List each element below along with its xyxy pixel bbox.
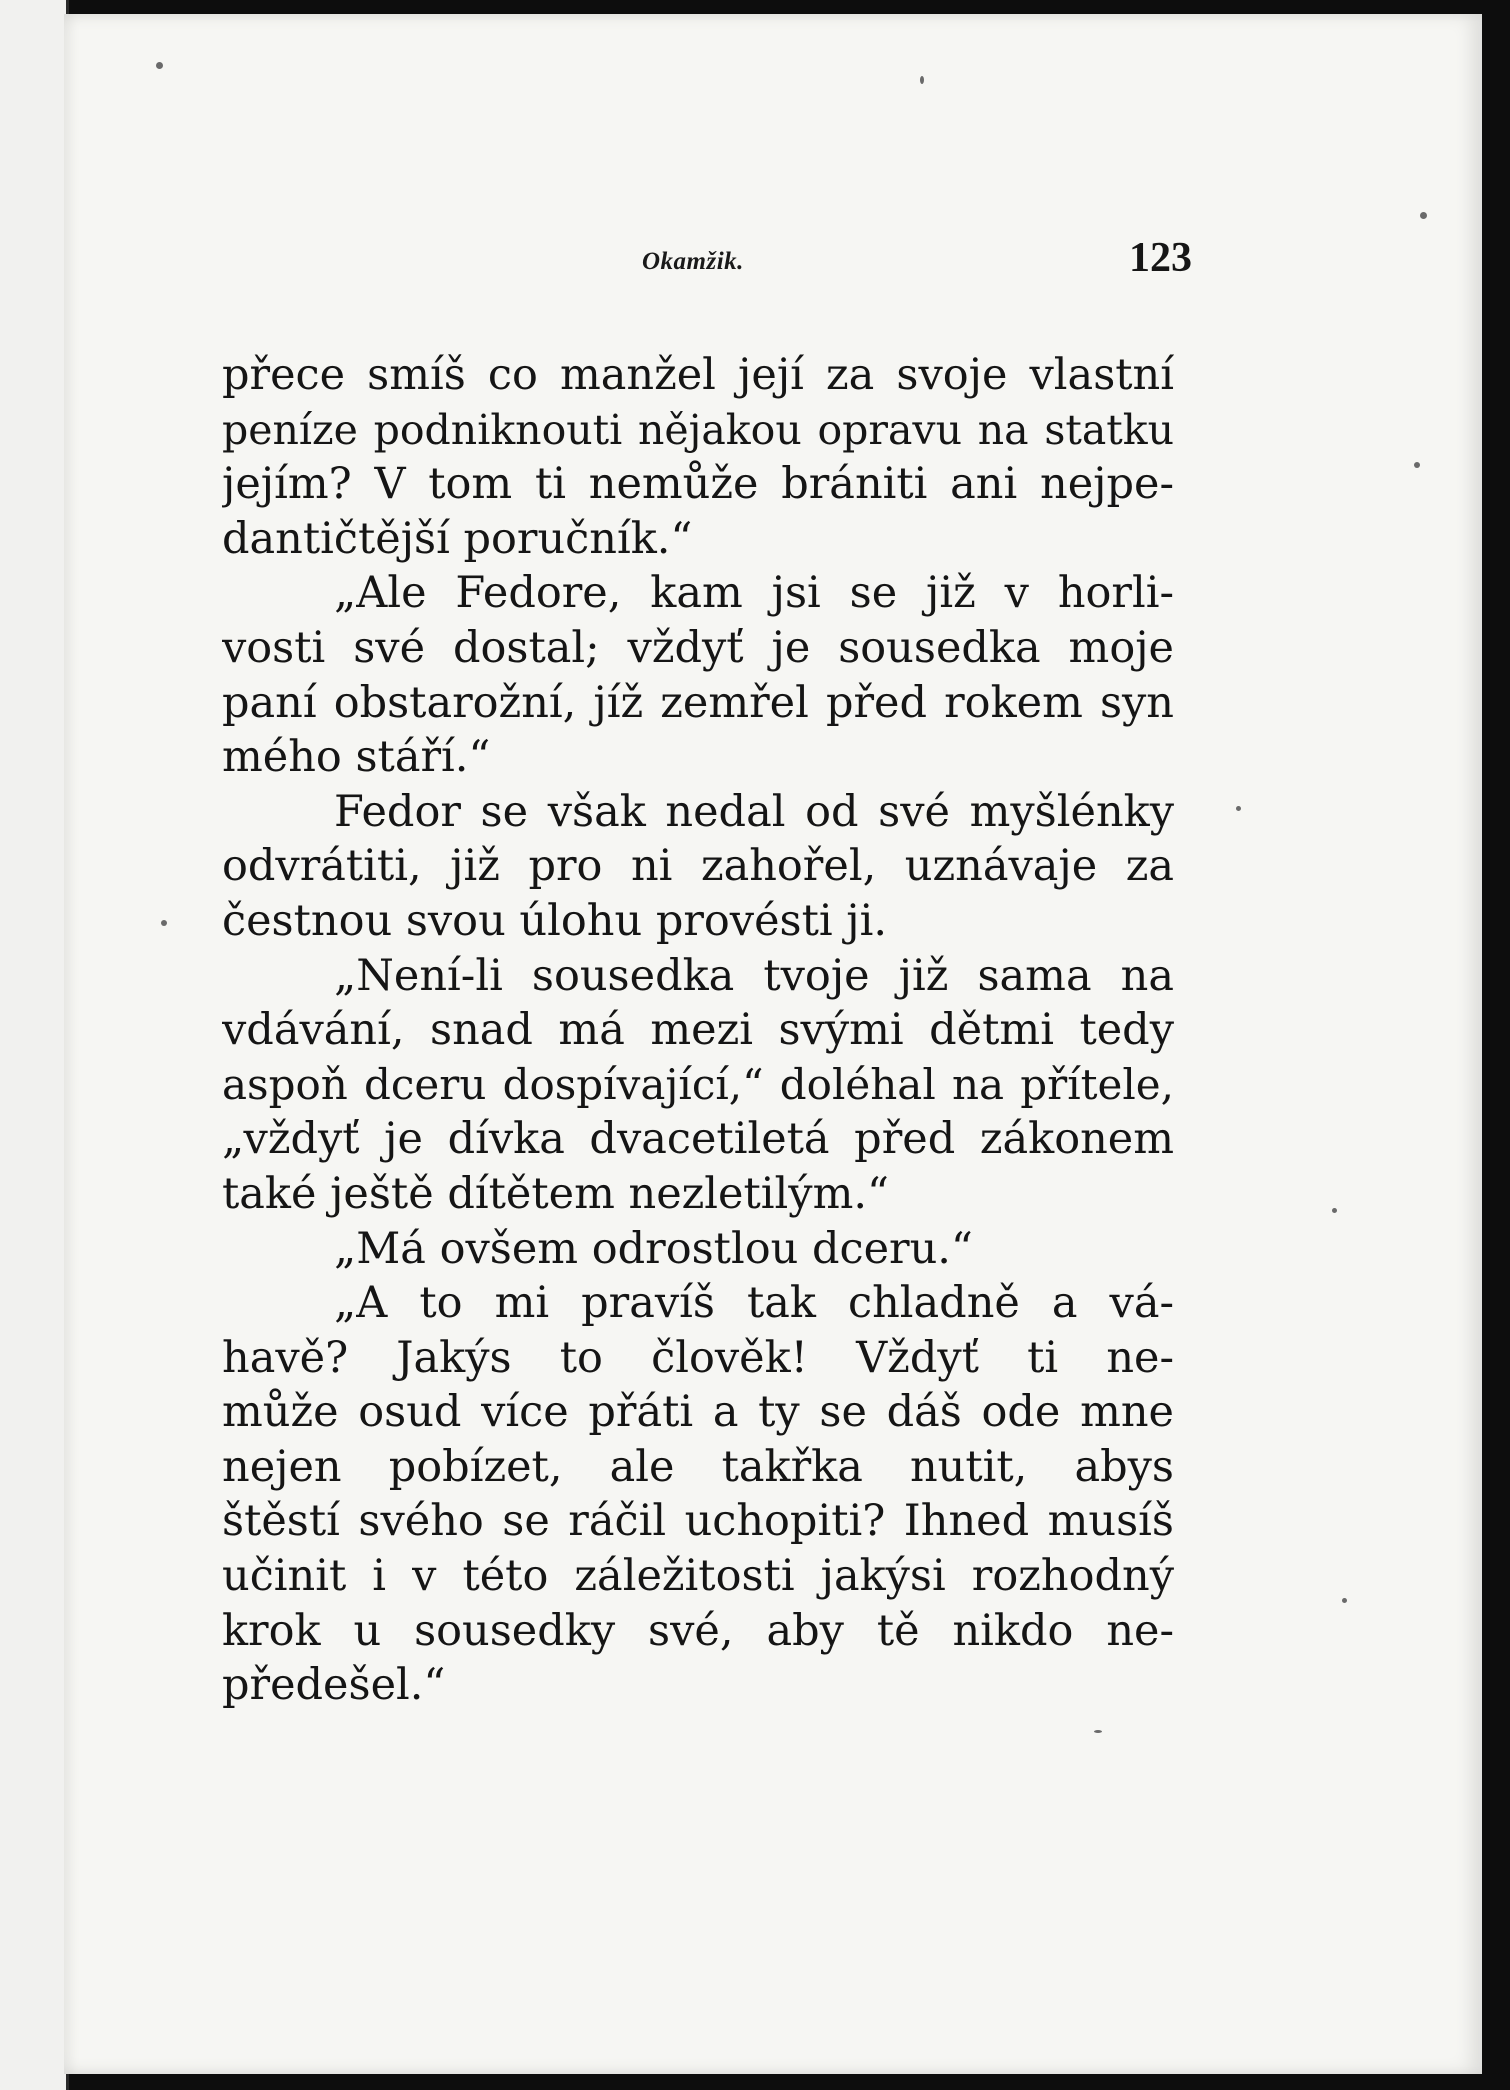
scan-speck bbox=[1236, 806, 1241, 811]
text-line: aspoň dceru dospívající,“ doléhal na přítele, bbox=[222, 1059, 1174, 1109]
text-line: „Není-li sousedka tvoje již sama na bbox=[334, 950, 1174, 1001]
scan-speck bbox=[1094, 1730, 1102, 1733]
text-line: také ještě dítětem nezletilým.“ bbox=[222, 1168, 890, 1219]
text-line: může osud více přáti a ty se dáš ode mne bbox=[222, 1387, 1174, 1438]
text-line: „Má ovšem odrostlou dceru.“ bbox=[334, 1223, 973, 1274]
text-line: krok u sousedky své, aby tě nikdo ne- bbox=[222, 1605, 1174, 1656]
text-line: učinit i v této záležitosti jakýsi rozhodný bbox=[222, 1551, 1174, 1602]
scan-speck bbox=[1332, 1208, 1337, 1213]
text-line: peníze podniknouti nějakou opravu na statku bbox=[222, 405, 1174, 454]
text-line: „Ale Fedore, kam jsi se již v horli- bbox=[334, 568, 1174, 619]
text-line: přece smíš co manžel její za svoje vlastní bbox=[222, 350, 1174, 400]
text-line: vosti své dostal; vždyť je sousedka moje bbox=[222, 622, 1174, 673]
scan-speck bbox=[1342, 1598, 1347, 1603]
scan-speck bbox=[1414, 462, 1420, 468]
running-head: Okamžik. bbox=[642, 248, 744, 275]
text-line: „vždyť je dívka dvacetiletá před zákonem bbox=[222, 1114, 1174, 1165]
text-line: vdávání, snad má mezi svými dětmi tedy bbox=[222, 1005, 1174, 1056]
facing-page-edge bbox=[0, 0, 69, 2090]
text-line: štěstí svého se ráčil uchopiti? Ihned musíš bbox=[222, 1496, 1174, 1547]
text-line: čestnou svou úlohu provésti ji. bbox=[222, 895, 888, 946]
scan-speck bbox=[156, 62, 163, 69]
text-line: havě? Jakýs to člověk! Vždyť ti ne- bbox=[222, 1332, 1174, 1383]
body-text bbox=[222, 348, 1174, 1713]
text-line: předešel.“ bbox=[222, 1660, 446, 1711]
text-line: jejím? V tom ti nemůže brániti ani nejpe- bbox=[222, 459, 1174, 510]
scan-speck bbox=[161, 920, 167, 926]
text-line: odvrátiti, již pro ni zahořel, uznávaje za bbox=[222, 841, 1174, 892]
text-line: „A to mi pravíš tak chladně a vá- bbox=[334, 1278, 1174, 1329]
text-line: nejen pobízet, ale takřka nutit, abys bbox=[222, 1441, 1174, 1492]
text-line: Fedor se však nedal od své myšlénky bbox=[334, 786, 1174, 837]
text-line: dantičtější poručník.“ bbox=[222, 513, 693, 564]
page-header bbox=[178, 232, 1192, 302]
text-line: mého stáří.“ bbox=[222, 732, 491, 783]
scan-speck bbox=[1420, 212, 1427, 219]
scan-speck bbox=[920, 76, 924, 84]
page-number: 123 bbox=[1129, 235, 1192, 281]
text-line: paní obstarožní, jíž zemřel před rokem syn bbox=[222, 677, 1174, 728]
